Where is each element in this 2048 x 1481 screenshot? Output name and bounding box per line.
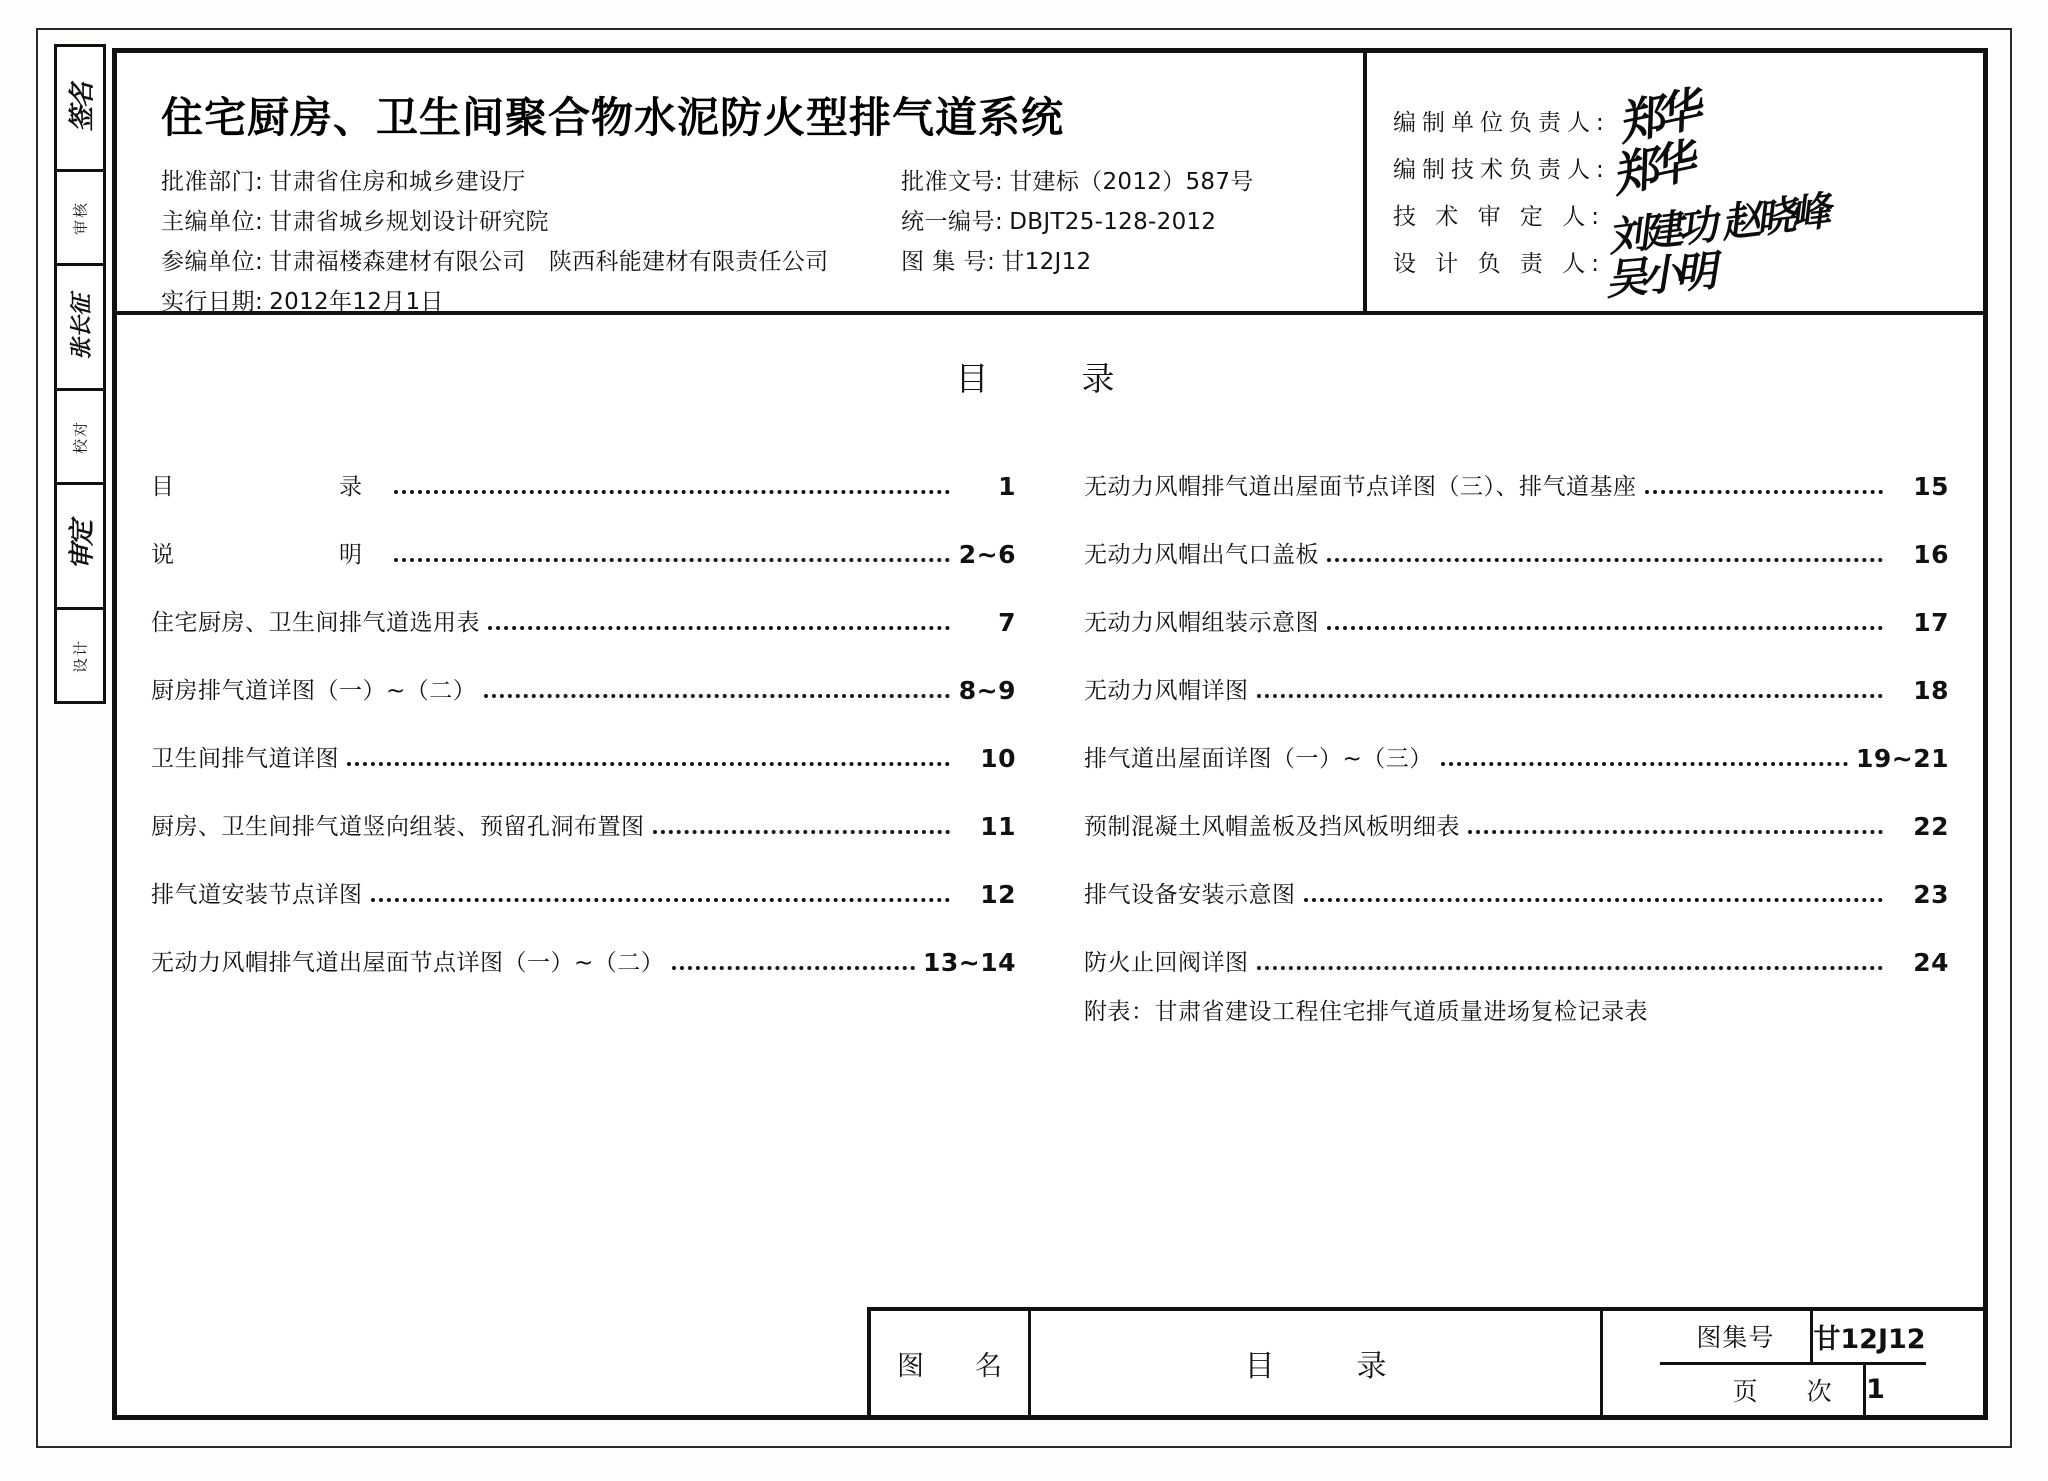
toc-entry[interactable] [1084, 433, 1949, 501]
spine-ink-signature-top: 签名 [67, 84, 98, 133]
toc-leader-dots [484, 694, 950, 698]
spine-cell-jiaodui [57, 391, 103, 485]
toc-entry[interactable] [1084, 637, 1949, 705]
spine-cell-signature-top [57, 47, 103, 172]
signature-key-design-leader: 设 计 负 责 人: [1393, 251, 1605, 277]
toc-leader-dots [1468, 830, 1883, 834]
spine-ink-shenhe: 张长征 [68, 294, 95, 361]
signature-key-list [1393, 97, 2009, 285]
toc-entry-page: 22 [1913, 812, 1949, 841]
toc-entry-label: 无动力风帽排气道出屋面节点详图（三）、排气道基座 [1084, 474, 1637, 500]
meta-value-approval-no: 甘建标（2012）587号 [1009, 169, 1254, 195]
toc-entry-page: 2~6 [958, 540, 1016, 569]
meta-value-approval-dept: 甘肃省住房和城乡建设厅 [269, 169, 526, 195]
meta-key-approval-dept: 批准部门: [161, 169, 264, 195]
toc-entry-label: 卫生间排气道详图 [151, 746, 339, 772]
toc-entry-page: 23 [1913, 880, 1949, 909]
toc-entry[interactable] [151, 773, 1016, 841]
header-meta-left-column [161, 163, 901, 323]
signature-row-unit-leader [1393, 97, 2009, 144]
toc-entry-page: 19~21 [1855, 744, 1949, 773]
toc-column-right [1050, 433, 1949, 1026]
toc-entry-page: 11 [980, 812, 1016, 841]
meta-row-effective-date [161, 283, 901, 323]
meta-value-unified-no: DBJT25-128-2012 [1009, 209, 1217, 235]
meta-key-approval-no: 批准文号: [901, 169, 1004, 195]
toc-entry-label: 厨房、卫生间排气道竖向组装、预留孔洞布置图 [151, 814, 645, 840]
title-block-atlas-value: 甘12J12 [1813, 1323, 1926, 1355]
toc-heading: 目 录 [955, 359, 1145, 398]
toc-entry-page: 10 [980, 744, 1016, 773]
toc-appendix-note: 附表：甘肃省建设工程住宅排气道质量进场复检记录表 [1084, 999, 1648, 1025]
toc-entry[interactable] [151, 841, 1016, 909]
toc-entry-label: 无动力风帽出气口盖板 [1084, 542, 1319, 568]
page-title: 住宅厨房、卫生间聚合物水泥防火型排气道系统 [161, 93, 1065, 142]
spine-label-jiaodui: 校对 [71, 419, 90, 454]
spine-ink-jiaodui: 审定 [67, 522, 98, 571]
title-block-atlas-row [1660, 1311, 1925, 1365]
toc-entry-label: 厨房排气道详图（一）~（二） [151, 678, 477, 704]
meta-row-unified-no [901, 203, 1321, 243]
toc-entry-label: 防火止回阀详图 [1084, 950, 1249, 976]
toc-leader-dots [347, 762, 950, 766]
header-band [117, 53, 1983, 315]
toc-entry-label: 预制混凝土风帽盖板及挡风板明细表 [1084, 814, 1460, 840]
toc-entry[interactable] [151, 705, 1016, 773]
toc-entry[interactable] [1084, 909, 1949, 977]
toc-entry-label: 无动力风帽排气道出屋面节点详图（一）~（二） [151, 950, 665, 976]
signature-row-tech-approver [1393, 191, 2009, 238]
toc-entry[interactable] [151, 569, 1016, 637]
toc-entry-page: 13~14 [922, 948, 1016, 977]
meta-key-atlas-no: 图 集 号: [901, 249, 996, 275]
toc-entry-page: 17 [1913, 608, 1949, 637]
toc-entry[interactable] [151, 637, 1016, 705]
spine-signature-column [54, 44, 106, 704]
toc-entry-page: 12 [980, 880, 1016, 909]
toc-leader-dots [394, 558, 950, 562]
signature-key-tech-leader: 编制技术负责人: [1393, 157, 1610, 183]
spine-label-sheji: 设计 [71, 638, 90, 673]
meta-row-co-editor [161, 243, 901, 283]
title-block-atlas-key: 图集号 [1660, 1311, 1813, 1362]
toc-entry-page: 18 [1913, 676, 1949, 705]
toc-entry-label: 说 明 [151, 542, 386, 568]
toc-container [117, 433, 1983, 1026]
toc-column-left [151, 433, 1050, 1026]
toc-leader-dots [1327, 626, 1883, 630]
title-block-drawing-name-value: 目 录 [1031, 1311, 1603, 1415]
spine-cell-shenhe-signature [57, 266, 103, 391]
meta-row-atlas-no [901, 243, 1321, 283]
handwriting-unit-leader: 郑华 [1612, 82, 1699, 152]
toc-entry-page: 8~9 [958, 676, 1016, 705]
toc-entry-label: 无动力风帽详图 [1084, 678, 1249, 704]
header-meta-grid [161, 163, 1341, 323]
toc-entry-label: 目 录 [151, 474, 386, 500]
toc-entry[interactable] [1084, 501, 1949, 569]
toc-leader-dots [1257, 966, 1884, 970]
spine-cell-jiaodui-signature [57, 485, 103, 610]
meta-value-effective-date: 2012年12月1日 [269, 289, 444, 315]
handwriting-tech-approver: 刘建功 赵晓峰 [1605, 187, 1829, 262]
toc-entry-label: 排气道安装节点详图 [151, 882, 363, 908]
toc-entry-page: 1 [998, 472, 1016, 501]
title-block-page-key: 页 次 [1701, 1365, 1866, 1416]
drawing-frame [112, 48, 1988, 1420]
spine-cell-sheji [57, 610, 103, 701]
toc-leader-dots [653, 830, 951, 834]
signature-row-tech-leader [1393, 144, 2009, 191]
meta-row-approval-no [901, 163, 1321, 203]
spine-label-shenhe: 审核 [71, 200, 90, 235]
header-signature-panel [1367, 53, 1983, 311]
title-block [867, 1307, 1983, 1415]
toc-entry[interactable] [1084, 705, 1949, 773]
toc-entry[interactable] [151, 909, 1016, 977]
toc-entry[interactable] [151, 433, 1016, 501]
title-block-drawing-name-key: 图 名 [871, 1311, 1031, 1415]
meta-key-unified-no: 统一编号: [901, 209, 1004, 235]
toc-leader-dots [1441, 762, 1848, 766]
toc-entry-label: 住宅厨房、卫生间排气道选用表 [151, 610, 480, 636]
toc-leader-dots [672, 966, 915, 970]
toc-leader-dots [1304, 898, 1884, 902]
meta-key-effective-date: 实行日期: [161, 289, 264, 315]
toc-entry-page: 7 [998, 608, 1016, 637]
meta-value-co-editor: 甘肃福楼森建材有限公司 陕西科能建材有限责任公司 [269, 249, 829, 275]
meta-row-approval-dept [161, 163, 901, 203]
toc-entry[interactable] [151, 501, 1016, 569]
toc-leader-dots [488, 626, 950, 630]
title-block-page-value: 1 [1866, 1374, 1885, 1406]
title-block-right-group [1603, 1311, 1983, 1415]
meta-value-chief-editor: 甘肃省城乡规划设计研究院 [269, 209, 549, 235]
toc-entry-page: 16 [1913, 540, 1949, 569]
signature-key-unit-leader: 编制单位负责人: [1393, 110, 1610, 136]
meta-key-co-editor: 参编单位: [161, 249, 264, 275]
toc-leader-dots [371, 898, 951, 902]
spine-cell-shenhe [57, 172, 103, 266]
header-left-panel [117, 53, 1367, 315]
meta-key-chief-editor: 主编单位: [161, 209, 264, 235]
title-block-page-row [1701, 1365, 1885, 1416]
toc-entry-page: 15 [1913, 472, 1949, 501]
toc-entry-label: 无动力风帽组装示意图 [1084, 610, 1319, 636]
toc-leader-dots [394, 490, 950, 494]
toc-leader-dots [1645, 490, 1884, 494]
signature-key-tech-approver: 技 术 审 定 人: [1393, 204, 1605, 230]
meta-row-chief-editor [161, 203, 901, 243]
signature-row-design-leader [1393, 238, 2009, 285]
toc-entry-label: 排气道出屋面详图（一）~（三） [1084, 746, 1433, 772]
toc-leader-dots [1257, 694, 1884, 698]
meta-value-atlas-no: 甘12J12 [1001, 249, 1092, 275]
toc-entry[interactable] [1084, 569, 1949, 637]
handwriting-design-leader: 吴小明 [1603, 246, 1713, 305]
handwriting-tech-leader: 郑华 [1606, 134, 1693, 204]
toc-entry-label: 排气设备安装示意图 [1084, 882, 1296, 908]
toc-leader-dots [1327, 558, 1883, 562]
toc-entry[interactable] [1084, 773, 1949, 841]
header-meta-right-column [901, 163, 1321, 323]
toc-entry-page: 24 [1913, 948, 1949, 977]
toc-entry[interactable] [1084, 841, 1949, 909]
